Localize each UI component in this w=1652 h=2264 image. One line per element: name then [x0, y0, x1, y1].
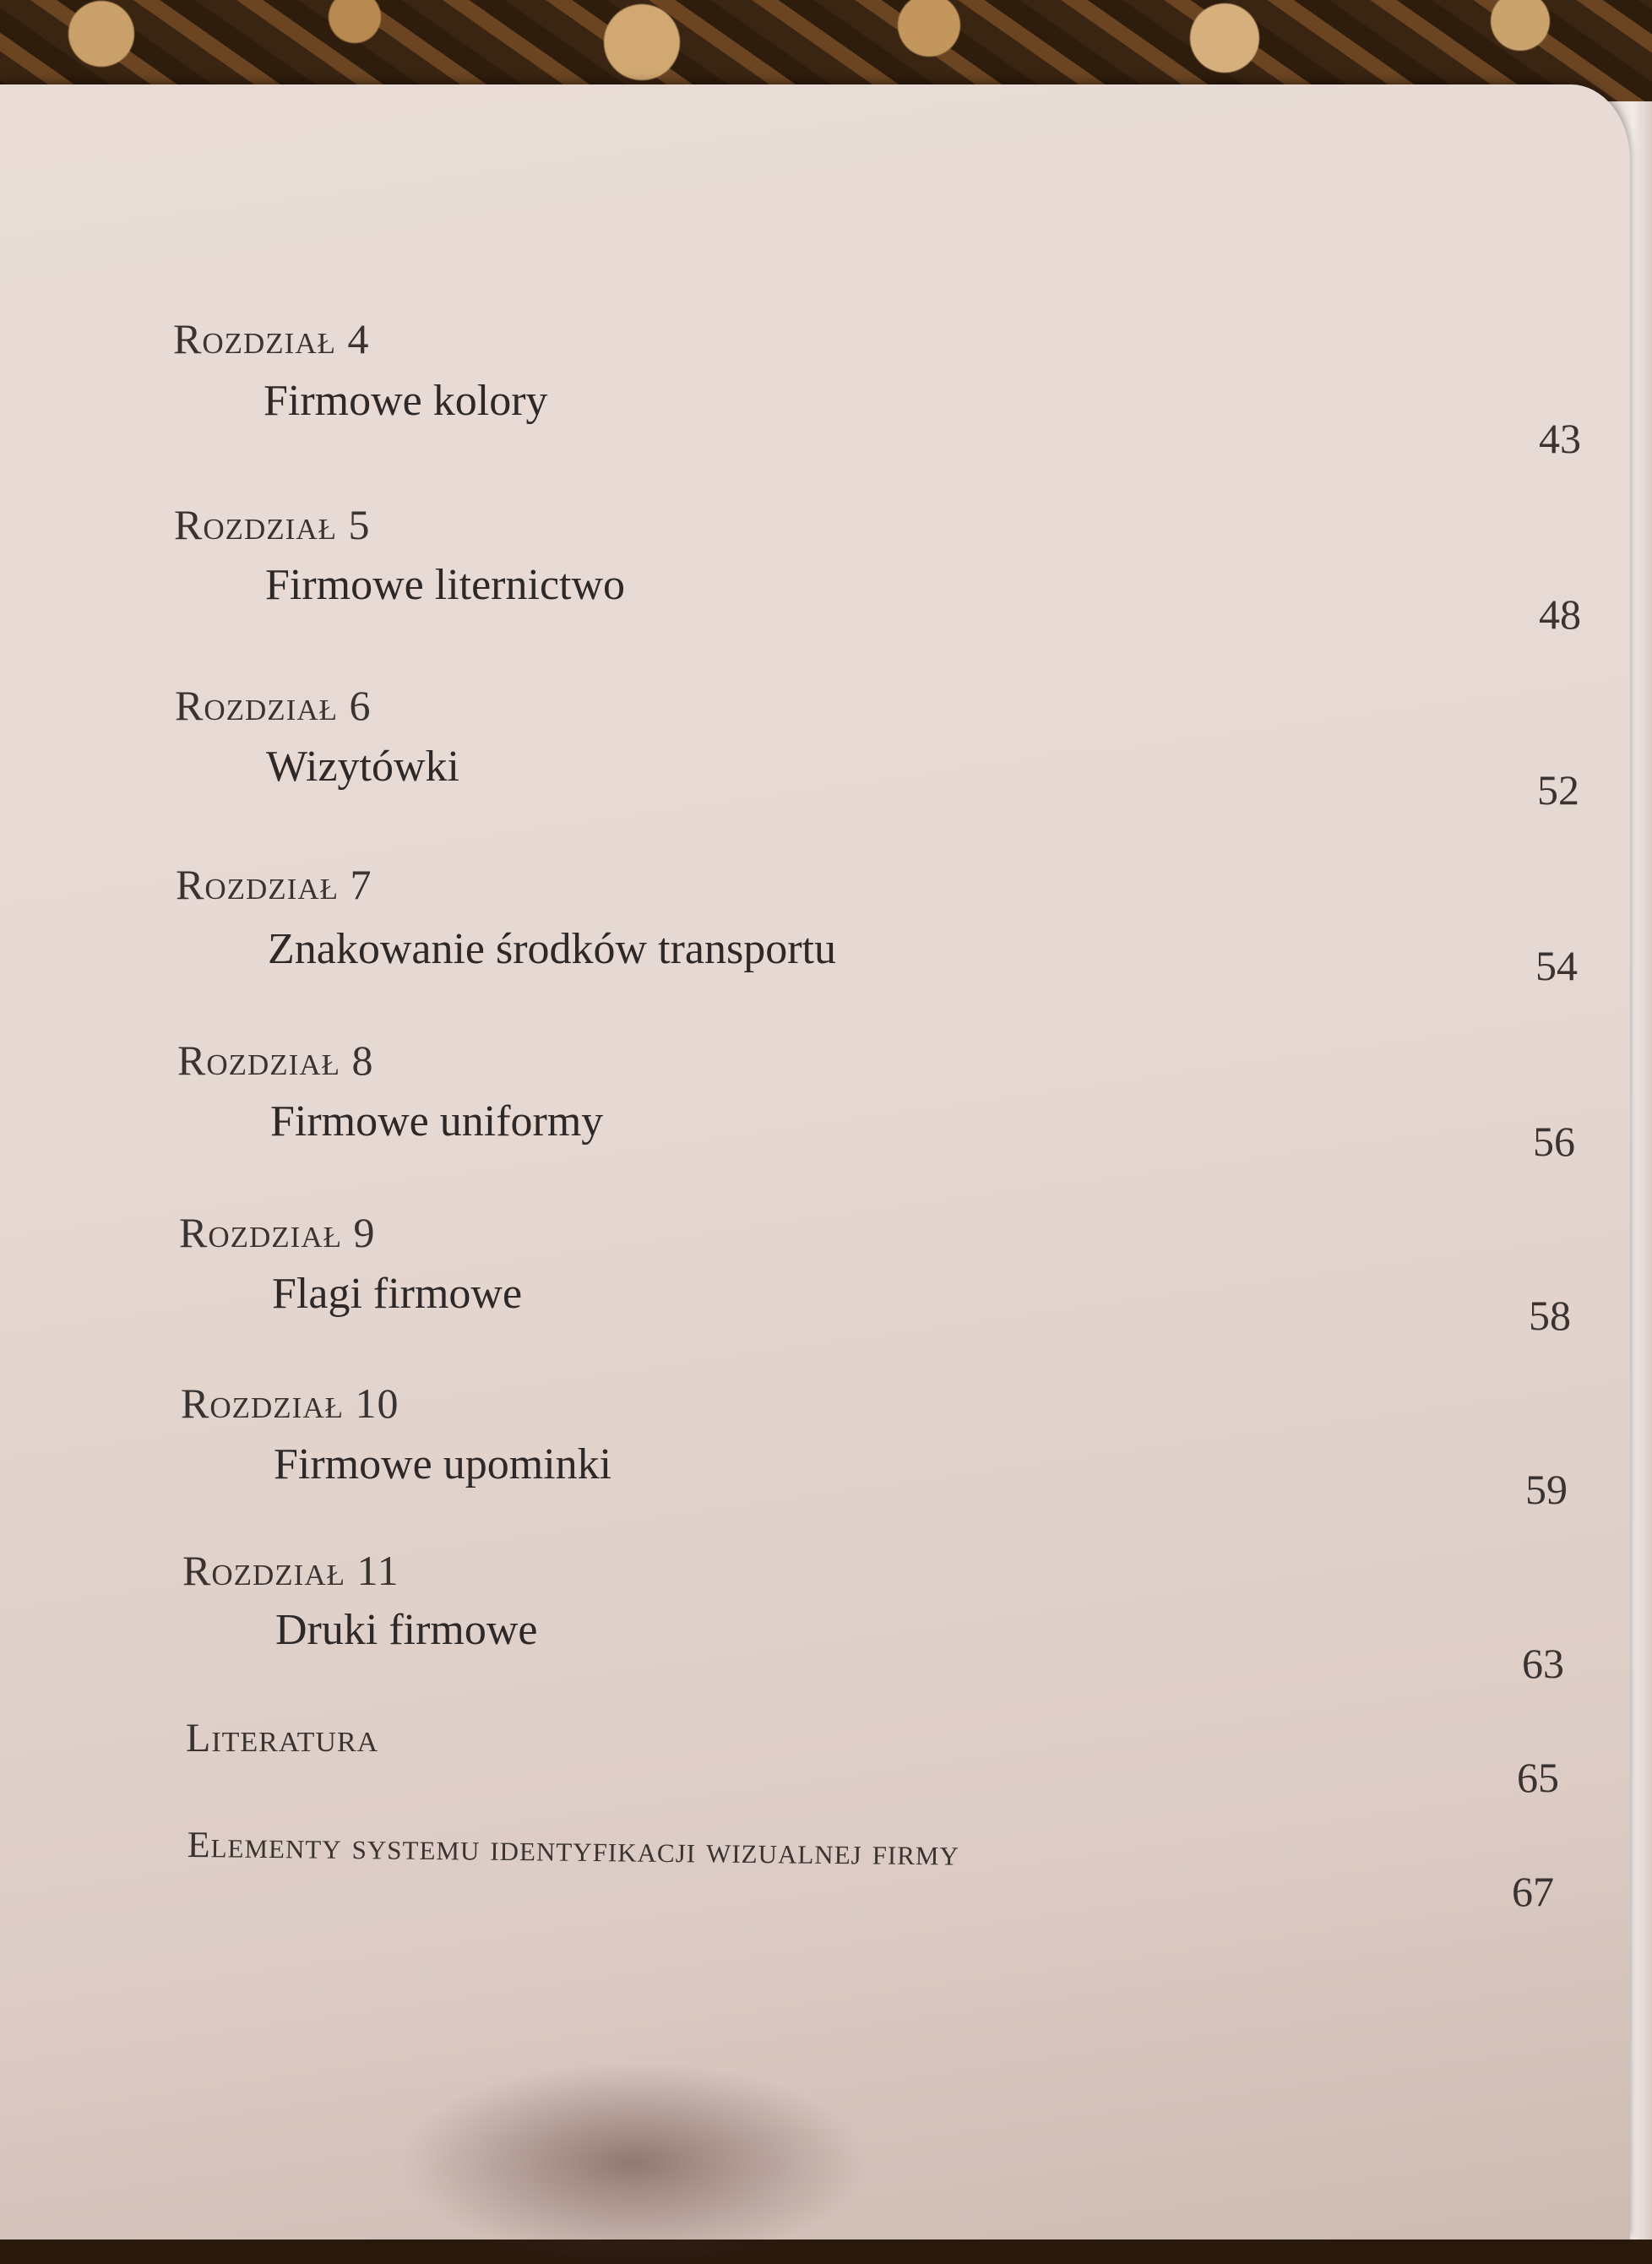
- page-number: 63: [1522, 1640, 1564, 1687]
- chapter-label: Rozdział 10: [181, 1380, 399, 1427]
- page-number: 43: [1539, 415, 1581, 462]
- page-number: 52: [1537, 766, 1579, 814]
- chapter-title: Firmowe kolory: [264, 377, 548, 425]
- page-number: 67: [1512, 1868, 1554, 1915]
- page-number: 48: [1539, 590, 1581, 638]
- chapter-title: Firmowe uniformy: [270, 1097, 604, 1146]
- chapter-title: Firmowe upominki: [274, 1440, 612, 1488]
- section-label: Elementy systemu identyfikacji wizualnej firmy: [187, 1824, 960, 1874]
- chapter-title: Znakowanie środków transportu: [268, 925, 836, 973]
- chapter-label: Rozdział 11: [182, 1547, 399, 1594]
- page-number: 58: [1529, 1292, 1571, 1339]
- chapter-label: Rozdział 4: [173, 315, 370, 362]
- chapter-title: Flagi firmowe: [272, 1270, 523, 1318]
- page-number: 54: [1535, 942, 1578, 989]
- chapter-title: Wizytówki: [266, 743, 459, 791]
- page-number: 59: [1525, 1466, 1568, 1513]
- chapter-title: Druki firmowe: [275, 1606, 538, 1654]
- section-label: Literatura: [186, 1716, 379, 1761]
- chapter-title: Firmowe liternictwo: [265, 561, 626, 609]
- chapter-label: Rozdział 9: [179, 1209, 376, 1256]
- chapter-label: Rozdział 5: [174, 501, 371, 548]
- page-number: 65: [1517, 1754, 1559, 1801]
- page-number: 56: [1533, 1118, 1575, 1165]
- chapter-label: Rozdział 7: [176, 861, 372, 908]
- chapter-label: Rozdział 6: [175, 682, 372, 729]
- chapter-label: Rozdział 8: [177, 1037, 374, 1084]
